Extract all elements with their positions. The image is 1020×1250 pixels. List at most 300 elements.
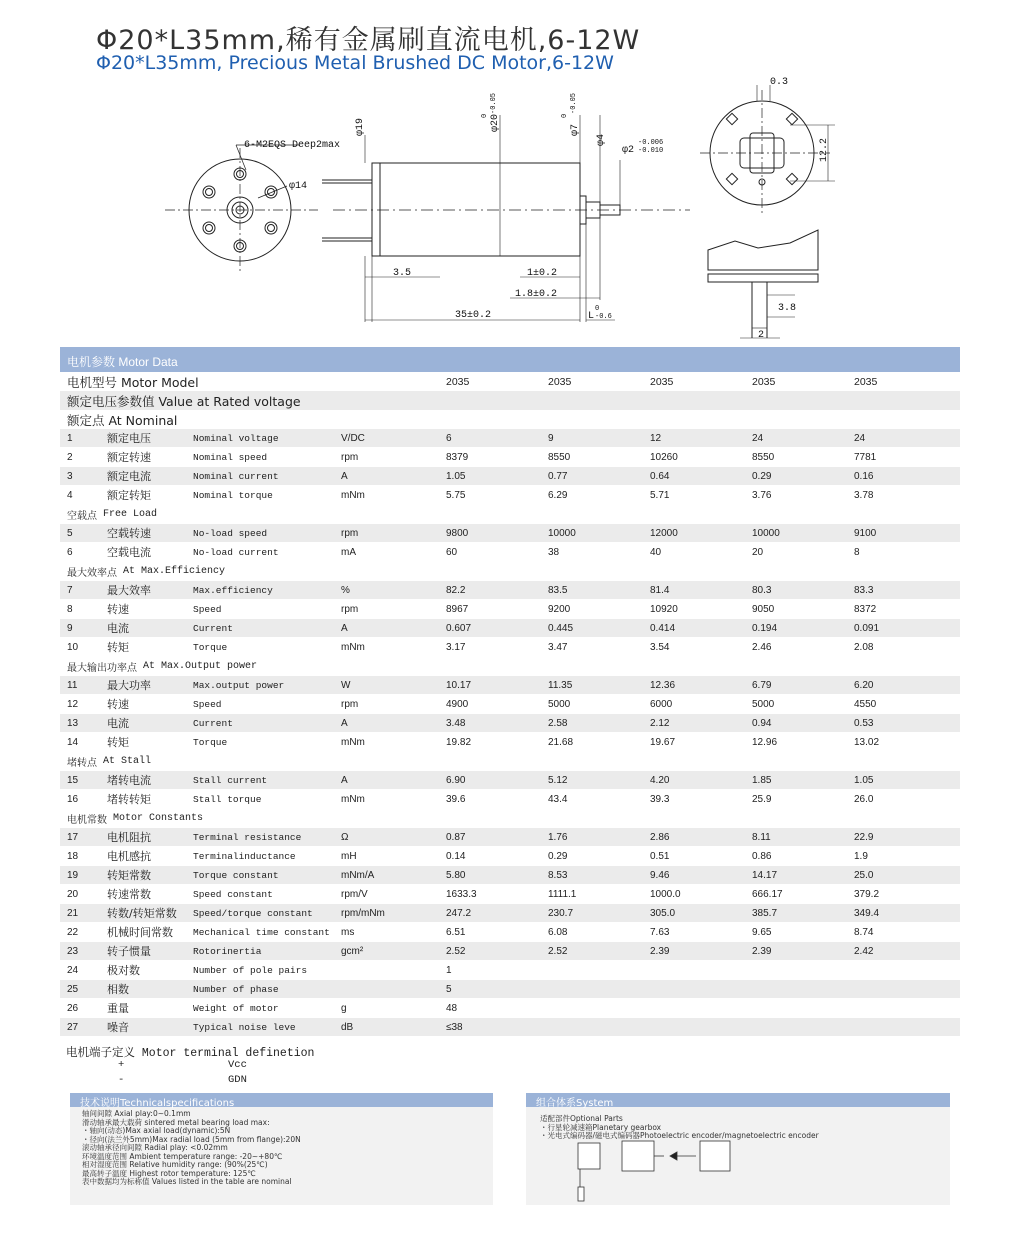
row-value: 19.67 [650,736,676,748]
row-label-zh: 电流 [107,717,129,730]
row-value: 10.17 [446,679,472,691]
row-value: 1.05 [446,470,466,482]
row-value: 12.36 [650,679,676,691]
row-label-zh: 转速常数 [107,888,151,901]
row-value: 10000 [752,527,780,539]
row-value: 1633.3 [446,888,477,900]
row-value: 1000.0 [650,888,681,900]
row-value: 6.51 [446,926,466,938]
row-value: 2.86 [650,831,670,843]
row-value: 6.90 [446,774,466,786]
row-value: 1.85 [752,774,772,786]
row-label-en: No-load current [193,546,279,558]
row-label-zh: 相数 [107,983,129,996]
row-value: 3.76 [752,489,772,501]
row-label-en: Torque [193,736,228,748]
row-value: 8379 [446,451,469,463]
row-label-zh: 噪音 [107,1021,129,1034]
row-unit: rpm [341,451,359,463]
row-label-en: Speed/torque constant [193,907,313,919]
motor-block [622,1141,654,1171]
row-unit: g [341,1002,347,1014]
specs-header: 技术说明Technicalspecifications [70,1093,493,1107]
row-unit: mNm [341,641,365,653]
table-row [60,638,960,657]
dim-d20-tol-bot: -0.05 [490,92,498,114]
row-label-en: Typical noise leve [193,1021,296,1033]
row-label-en: Max.efficiency [193,584,273,596]
table-row [60,619,960,638]
row-value: 2.46 [752,641,772,653]
row-value: 379.2 [854,888,880,900]
row-label-zh: 额定电流 [107,470,151,483]
row-value: 0.414 [650,622,676,634]
row-label-zh: 转速 [107,698,129,711]
section-title-zh: 最大输出功率点 [67,663,137,674]
row-label-en: No-load speed [193,527,268,539]
model-value: 2035 [854,375,878,388]
row-value: 9.65 [752,926,772,938]
row-value: 0.607 [446,622,472,634]
row-value: 9050 [752,603,775,615]
table-row [60,600,960,619]
model-value: 2035 [752,375,776,388]
page-title-zh: Φ20*L35mm,稀有金属刷直流电机,6-12W [96,25,641,56]
row-label-zh: 重量 [107,1002,129,1015]
row-value: 4550 [854,698,877,710]
row-value: 3.54 [650,641,670,653]
section-title-en: Motor Constants [113,813,204,824]
row-number: 27 [67,1021,79,1033]
row-unit: mH [341,850,357,862]
nominal-label: 额定点 At Nominal [60,410,960,429]
spec-line: 相对湿度范围 Relative humidity range: (90%(25℃) [82,1160,268,1169]
row-number: 4 [67,489,73,501]
dim-d20: φ20 [490,113,501,132]
row-value: 0.51 [650,850,670,862]
row-label-zh: 转子惯量 [107,945,151,958]
dim-d4: φ4 [596,133,607,146]
spec-line: ・径向(法兰外5mm)Max radial load (5mm from flange):20N [82,1134,301,1144]
table-row [60,429,960,448]
table-row [60,486,960,505]
spec-line: 最高转子温度 Highest rotor temperature: 125℃ [82,1168,256,1178]
table-row [60,771,960,790]
row-label-en: Number of pole pairs [193,964,308,976]
row-unit: mNm [341,793,365,805]
terminal-minus-value: GDN [228,1074,247,1086]
row-number: 1 [67,432,73,444]
row-number: 8 [67,603,73,615]
dim-d2-tol-top: -0.006 [638,139,664,147]
row-value: 305.0 [650,907,676,919]
row-value: 8.11 [752,831,771,843]
row-unit: A [341,470,348,482]
row-value: 666.17 [752,888,783,900]
row-number: 24 [67,964,79,976]
spec-line: 表中数据均为标称值 Values listed in the table are nominal [82,1177,292,1186]
system-header: 组合体系System [526,1093,950,1107]
technical-drawing [0,70,1020,350]
row-value: 39.3 [650,793,670,805]
row-value: 4900 [446,698,469,710]
row-value: 0.87 [446,831,466,843]
row-number: 3 [67,470,73,482]
row-unit: rpm [341,603,359,615]
dim-L-tol-bot: -0.6 [595,313,612,321]
row-value: 14.17 [752,869,778,881]
row-value: 24 [854,432,866,444]
row-unit: % [341,584,350,596]
row-unit: A [341,717,348,729]
row-number: 25 [67,983,79,995]
row-value: 82.2 [446,584,466,596]
dim-d7-tol-bot: -0.05 [570,92,578,114]
section-title-zh: 空载点 [67,511,97,522]
row-number: 21 [67,907,79,919]
row-unit: A [341,622,348,634]
row-value: 247.2 [446,907,472,919]
row-number: 2 [67,451,73,463]
row-value: 3.78 [854,489,874,501]
dim-1-8: 1.8±0.2 [515,289,558,300]
gearbox-block [700,1141,730,1171]
row-unit: mNm [341,489,365,501]
row-label-en: Nominal torque [193,489,273,501]
row-value: 5.12 [548,774,568,786]
row-value: 0.77 [548,470,568,482]
row-number: 15 [67,774,79,786]
row-label-en: Nominal speed [193,451,268,463]
row-value: 0.16 [854,470,874,482]
table-header: 电机参数 Motor Data [60,347,960,372]
row-value: 7.63 [650,926,670,938]
row-unit: rpm [341,527,359,539]
model-value: 2035 [548,375,572,388]
row-value: 8 [854,546,860,558]
row-label-zh: 堵转转矩 [107,793,151,806]
row-value: 1 [446,964,452,976]
table-row [60,828,960,847]
dim-12-2: 12.2 [819,137,830,162]
row-value: 1.76 [548,831,568,843]
row-value: 349.4 [854,907,880,919]
row-number: 18 [67,850,79,862]
dim-d7-tol-top: 0 [561,113,569,118]
spec-line: ・轴向(动态)Max axial load(dynamic):5N [82,1126,231,1135]
row-value: 20 [752,546,764,558]
section-title [60,562,960,581]
section-title-en: At Max.Efficiency [123,566,226,577]
row-value: 21.68 [548,736,574,748]
terminal-title-en: Motor terminal definetion [141,1047,315,1060]
row-value: 13.02 [854,736,880,748]
row-value: 19.82 [446,736,472,748]
row-value: 0.445 [548,622,574,634]
row-label-zh: 最大功率 [107,679,151,692]
row-value: 5 [446,983,452,995]
terminal-title-zh: 电机端子定义 [66,1045,135,1059]
row-value: 6000 [650,698,673,710]
spec-line: 滚动轴承径向间隙 Radial play: <0.02mm [82,1143,228,1152]
row-value: 0.29 [548,850,568,862]
row-label-zh: 最大效率 [107,584,151,597]
row-value: ≤38 [446,1021,463,1033]
row-value: 11.35 [548,679,573,691]
row-unit: mA [341,546,356,558]
row-value: 40 [650,546,662,558]
row-value: 1.9 [854,850,868,862]
terminal-minus: - [118,1074,125,1086]
row-number: 14 [67,736,79,748]
row-value: 81.4 [650,584,670,596]
row-label-zh: 堵转电流 [107,774,151,787]
row-value: 2.52 [446,945,466,957]
table-body [60,429,960,1037]
row-unit: mNm/A [341,869,375,881]
table-row [60,790,960,809]
row-label-en: Current [193,717,233,729]
table-row [60,543,960,562]
technical-specifications [70,1093,493,1205]
dim-d2: φ2 [622,145,635,156]
row-number: 20 [67,888,79,900]
row-value: 5.80 [446,869,466,881]
row-value: 10000 [548,527,576,539]
dim-d14: φ14 [289,181,308,192]
table-row [60,942,960,961]
row-value: 25.0 [854,869,874,881]
row-unit: V/DC [341,432,365,444]
row-number: 12 [67,698,79,710]
row-number: 22 [67,926,79,938]
row-value: 0.29 [752,470,772,482]
section-title [60,752,960,771]
row-value: 385.7 [752,907,778,919]
table-row [60,448,960,467]
section-title [60,809,960,828]
table-row [60,524,960,543]
row-value: 9.46 [650,869,670,881]
table-row [60,1018,960,1037]
row-value: 3.48 [446,717,466,729]
row-value: 2.39 [650,945,670,957]
model-value: 2035 [650,375,674,388]
dim-d20-tol-top: 0 [481,113,489,118]
section-title-en: Free Load [103,509,158,520]
system-diagram [572,1137,772,1205]
system-line: 适配部件Optional Parts [540,1114,623,1123]
row-value: 8550 [548,451,571,463]
row-number: 19 [67,869,79,881]
row-value: 5.75 [446,489,466,501]
row-unit: W [341,679,351,691]
row-value: 60 [446,546,458,558]
row-unit: ms [341,926,355,938]
arrow-icon [670,1152,677,1160]
row-value: 7781 [854,451,877,463]
row-label-zh: 空载转速 [107,527,151,540]
side-view [322,115,690,322]
row-value: 0.86 [752,850,772,862]
row-value: 8372 [854,603,877,615]
table-row [60,961,960,980]
hole-label: 6-M2EQS Deep2max [244,140,341,151]
table-row [60,847,960,866]
row-value: 9800 [446,527,469,539]
row-value: 12 [650,432,662,444]
row-label-en: Number of phase [193,983,279,995]
row-value: 0.194 [752,622,778,634]
row-number: 23 [67,945,79,957]
dim-L: L [588,311,595,322]
row-label-zh: 极对数 [107,964,140,977]
row-number: 9 [67,622,73,634]
system-box [526,1093,950,1205]
encoder-block [578,1143,600,1169]
row-value: 6.79 [752,679,772,691]
row-unit: mNm [341,736,365,748]
row-value: 0.53 [854,717,874,729]
table-row [60,923,960,942]
table-row [60,980,960,999]
row-unit: A [341,774,348,786]
system-line: ・光电式编码器/磁电式编码器Photoelectric encoder/magnetoelectric encoder [540,1131,819,1140]
row-label-zh: 转数/转矩常数 [107,907,177,920]
row-value: 0.64 [650,470,670,482]
row-value: 10920 [650,603,678,615]
row-value: 3.17 [446,641,466,653]
row-label-en: Rotorinertia [193,945,262,957]
row-value: 9100 [854,527,877,539]
spec-line: 轴间间隙 Axial play:0~0.1mm [82,1109,191,1118]
row-label-en: Speed constant [193,888,273,900]
row-value: 4.20 [650,774,670,786]
table-row [60,676,960,695]
row-value: 25.9 [752,793,772,805]
row-value: 2.42 [854,945,874,957]
row-number: 10 [67,641,79,653]
row-value: 43.4 [548,793,568,805]
dim-d2-tol-bot: -0.010 [638,147,664,155]
row-number: 11 [67,679,78,691]
row-label-zh: 电机阻抗 [107,831,151,844]
row-value: 0.14 [446,850,466,862]
row-value: 1.05 [854,774,874,786]
front-view [165,145,318,272]
row-value: 0.94 [752,717,772,729]
dim-3-8: 3.8 [778,303,797,314]
row-label-zh: 转矩常数 [107,869,151,882]
section-title [60,657,960,676]
row-value: 8967 [446,603,469,615]
row-label-en: Weight of motor [193,1002,279,1014]
row-unit: Ω [341,831,349,843]
dim-0-3: 0.3 [770,77,789,88]
row-number: 13 [67,717,79,729]
row-value: 0.091 [854,622,880,634]
row-value: 39.6 [446,793,466,805]
section-title [60,505,960,524]
table-row [60,467,960,486]
row-value: 9 [548,432,554,444]
row-value: 6.20 [854,679,874,691]
row-number: 16 [67,793,79,805]
section-title-zh: 堵转点 [67,758,97,769]
table-row [60,581,960,600]
row-value: 48 [446,1002,458,1014]
row-number: 26 [67,1002,79,1014]
dim-d7: φ7 [570,123,581,136]
row-label-zh: 电流 [107,622,129,635]
row-value: 2.52 [548,945,568,957]
row-label-zh: 电机感抗 [107,850,151,863]
page-title-en: Φ20*L35mm, Precious Metal Brushed DC Motor,6-12W [96,52,614,74]
row-label-en: Torque constant [193,869,279,881]
table-row [60,695,960,714]
terminal-plus-value: Vcc [228,1059,247,1071]
row-value: 2.12 [650,717,670,729]
row-value: 12.96 [752,736,778,748]
table-row [60,885,960,904]
model-label: 电机型号 Motor Model [67,374,199,390]
row-label-en: Terminalinductance [193,850,296,862]
dim-3-5: 3.5 [393,268,412,279]
row-label-en: Terminal resistance [193,831,302,843]
row-value: 5000 [548,698,571,710]
model-row [60,372,960,391]
row-number: 6 [67,546,73,558]
row-label-en: Stall torque [193,793,262,805]
row-label-en: Current [193,622,233,634]
rated-label: 额定电压参数值 Value at Rated voltage [60,391,960,410]
row-value: 3.47 [548,641,568,653]
dim-1: 1±0.2 [527,268,558,279]
row-value: 6 [446,432,452,444]
row-label-zh: 转速 [107,603,129,616]
row-value: 2.08 [854,641,874,653]
row-value: 83.3 [854,584,874,596]
row-value: 5000 [752,698,775,710]
row-label-zh: 额定转矩 [107,489,151,502]
row-value: 1111.1 [548,888,577,900]
dim-2: 2 [758,330,765,341]
row-value: 24 [752,432,764,444]
section-title-zh: 电机常数 [67,815,107,826]
row-value: 5.71 [650,489,670,501]
row-label-zh: 额定转速 [107,451,151,464]
row-unit: rpm [341,698,359,710]
table-row [60,733,960,752]
table-row [60,714,960,733]
row-value: 10260 [650,451,678,463]
row-label-zh: 转矩 [107,736,129,749]
terminal-plus: + [118,1059,125,1071]
row-value: 80.3 [752,584,772,596]
section-title-en: At Max.Output power [143,661,258,672]
row-label-en: Speed [193,603,222,615]
row-number: 7 [67,584,73,596]
row-label-en: Speed [193,698,222,710]
section-title-zh: 最大效率点 [67,568,117,579]
row-number: 5 [67,527,73,539]
row-value: 9200 [548,603,571,615]
row-label-en: Stall current [193,774,268,786]
row-label-en: Torque [193,641,228,653]
row-unit: rpm/mNm [341,907,385,919]
row-value: 12000 [650,527,678,539]
spec-line: 环境温度范围 Ambient temperature range: -20~+80℃ [82,1151,283,1161]
